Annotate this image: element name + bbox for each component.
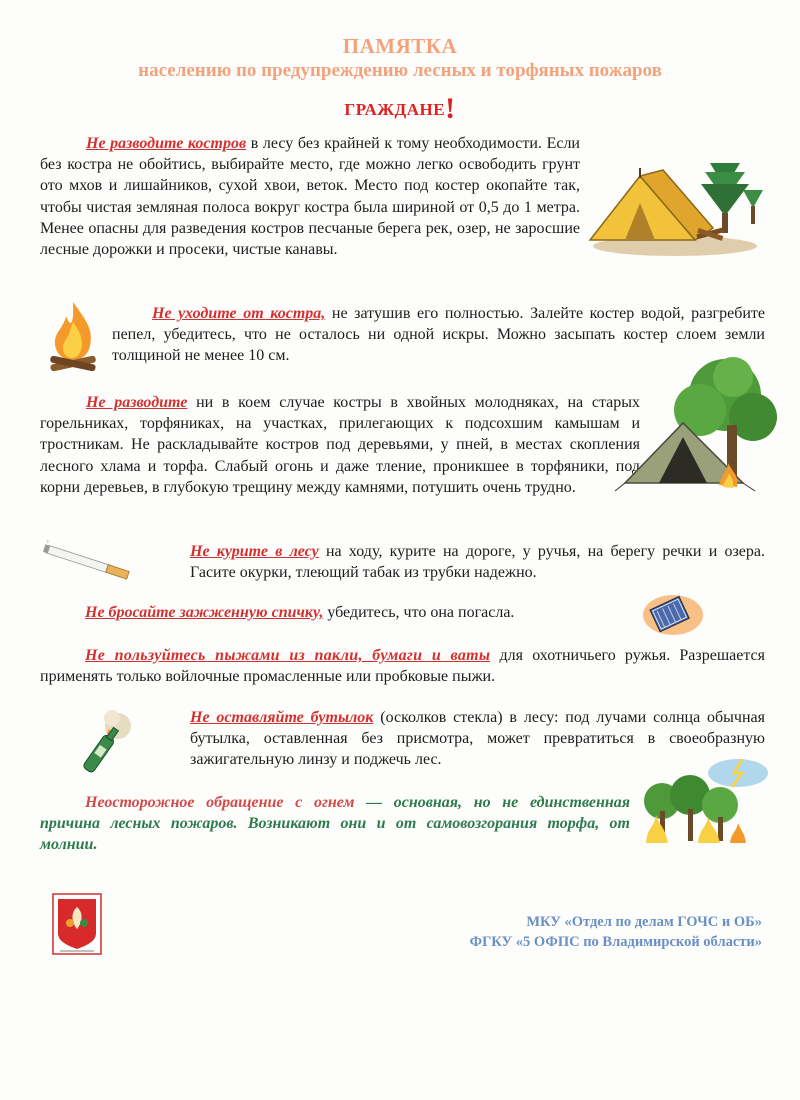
paragraph-text: убедитесь, что она погасла. — [323, 604, 515, 621]
matchbox-icon — [640, 590, 705, 640]
leaflet-title: ПАМЯТКА — [342, 34, 458, 58]
paragraph-text: для охотничьего ружья. Разрешается применять только войлочные промасленные или пробковые пыжи. — [40, 647, 765, 686]
paragraph-lead: Не бросайте зажженную спичку, — [85, 604, 324, 621]
paragraph-wads — [40, 645, 765, 687]
paragraph-text: не затушив его полностью. Залейте костер водой, разгребите пепел, убедитесь, что не осталось ни одной искры. Можно засыпать костер слоем земли толщиной не менее 10 см. — [112, 305, 766, 365]
paragraph-matches — [85, 602, 615, 623]
emblem-icon — [52, 893, 102, 955]
tent-icon — [585, 158, 770, 258]
forest-fire-icon — [638, 755, 773, 850]
paragraph-text: — основная, но не единственная причина лесных пожаров. Возникают они и от самовозгорания торфа, от молнии. — [40, 794, 630, 854]
paragraph-lead: Не разводите костров — [86, 135, 247, 152]
paragraph-text: на ходу, курите на дороге, у ручья, на берегу речки и озера. Гасите окурки, тлеющий табак из трубки надежно. — [190, 543, 765, 582]
paragraph-lead: Не курите в лесу — [190, 543, 319, 560]
paragraph-forbidden-places — [40, 392, 640, 498]
paragraph-text: в лесу без крайней к тому необходимости. Если без костра не обойтись, выбирайте место, где можно легко освободить грунт ото мхов и лишайников, сухой хвои, веток. Место под костер окопайте так, чтобы чистая земляная полоса вокруг костра была шириной от 0,5 до 1 метра. Менее опасны для разведения костров песчаные берега рек, озер, не заросшие лесные дорожки и просеки, чистые канавы. — [40, 135, 580, 259]
cigarette-icon — [40, 540, 135, 585]
tent-tree-icon — [615, 355, 780, 503]
organization-line-1: МКУ «Отдел по делам ГОЧС и ОБ» — [526, 914, 762, 930]
exclamation-mark: ! — [445, 92, 456, 125]
paragraph-lead: Не разводите — [86, 394, 188, 411]
campfire-icon — [44, 300, 102, 375]
paragraph-lead: Не пользуйтесь пыжами из пакли, бумаги и ваты — [85, 647, 491, 664]
paragraph-text: ни в коем случае костры в хвойных молодняках, на старых горельниках, торфяниках, на участках, прилегающих к подсохшим камышам и тростникам. Не раскладывайте костров под деревьями, у пней, в местах скопления лесного хлама и торфа. Слабый огонь и даже тление, проникшее в торфяники, под корни деревьев, в глубокую трещину между камнями, потушить очень трудно. — [40, 394, 641, 496]
organization-line-2: ФГКУ «5 ОФПС по Владимирской области» — [469, 934, 762, 950]
leaflet-subtitle: населению по предупреждению лесных и торфяных пожаров — [138, 60, 662, 81]
paragraph-lead: Не оставляйте бутылок — [190, 709, 374, 726]
paragraph-smoking — [190, 541, 765, 583]
address-heading — [0, 92, 800, 126]
paragraph-text: (осколков стекла) в лесу: под лучами солнца обычная бутылка, оставленная без присмотра, может превратиться в своеобразную зажигательную линзу и поджечь лес. — [190, 709, 766, 769]
bottle-icon — [72, 706, 137, 788]
paragraph-lead: Неосторожное обращение с огнем — [85, 794, 355, 811]
paragraph-conclusion — [40, 792, 630, 856]
address-text: ГРАЖДАНЕ — [344, 100, 446, 119]
paragraph-lead: Не уходите от костра, — [152, 305, 326, 322]
